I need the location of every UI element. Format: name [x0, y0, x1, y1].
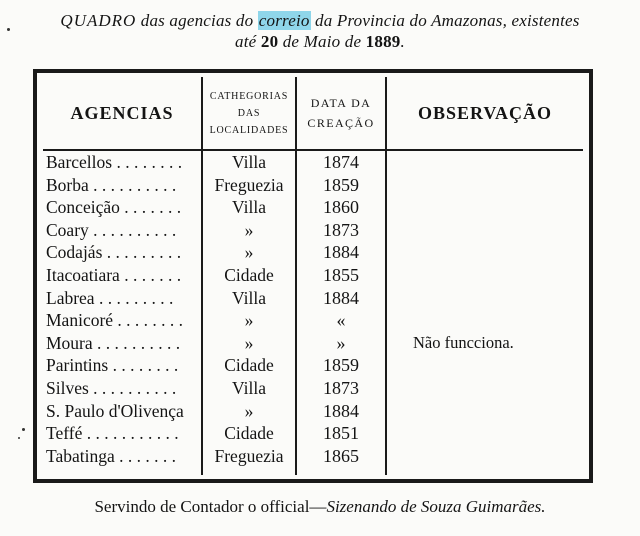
agency-name: Moura . . . . . . . . . .: [46, 332, 181, 353]
title-lead: QUADRO: [60, 11, 137, 30]
agency-name: Teffé . . . . . . . . . . .: [46, 423, 179, 444]
agency-creation-year: 1859: [323, 174, 359, 195]
agency-name: Manicoré . . . . . . . .: [46, 310, 184, 331]
agency-name: Borba . . . . . . . . . .: [46, 174, 177, 195]
agency-category: Cidade: [224, 264, 274, 285]
agency-name: Silves . . . . . . . . . .: [46, 377, 177, 398]
header-data-creacao: DATA DA CREAÇÃO: [296, 77, 386, 150]
table-header-row: [43, 77, 583, 150]
agency-creation-year: »: [336, 332, 346, 353]
signature-name: Sizenando de Souza Guimarães.: [326, 497, 546, 516]
paper-speck: [7, 28, 10, 31]
agency-name: Coary . . . . . . . . . .: [46, 219, 177, 240]
paper-speck: [22, 428, 25, 431]
header-observacao: OBSERVAÇÃO: [386, 77, 583, 150]
observation-note: Não funcciona.: [413, 333, 514, 352]
agency-category: Villa: [232, 152, 266, 172]
agency-name: S. Paulo d'Olivença: [46, 400, 184, 421]
agency-category: Villa: [232, 287, 266, 308]
agency-creation-year: 1873: [323, 219, 359, 240]
agency-category: Villa: [232, 197, 266, 218]
agency-category: »: [244, 310, 254, 331]
agency-name: Parintins . . . . . . . .: [46, 355, 179, 376]
agency-category: Cidade: [224, 423, 274, 444]
agency-name: Conceição . . . . . . .: [46, 197, 182, 218]
agency-category: Freguezia: [214, 174, 284, 195]
header-cathegorias: CATHEGORIAS DAS LOCALIDADES: [202, 77, 296, 150]
agency-name: Barcellos . . . . . . . .: [46, 152, 183, 172]
agency-category: Freguezia: [214, 445, 284, 466]
agency-category: Cidade: [224, 355, 274, 376]
agency-creation-year: 1874: [323, 152, 359, 172]
agency-category: »: [244, 332, 254, 353]
creation-date-column: [296, 150, 386, 475]
agency-creation-year: 1884: [323, 287, 359, 308]
agency-creation-year: 1855: [323, 264, 359, 285]
category-column: [202, 150, 296, 475]
paper-speck: [18, 437, 20, 439]
agency-creation-year: 1865: [323, 445, 359, 466]
title-day: 20: [260, 32, 279, 51]
agency-creation-year: «: [336, 310, 346, 331]
title-line2-mid: de Maio de: [278, 32, 366, 51]
agency-name: Tabatinga . . . . . . .: [46, 445, 176, 466]
title-rest: da Provincia do Amazonas, existentes: [310, 11, 580, 30]
signature-line: [0, 497, 640, 517]
agency-category: Villa: [232, 377, 266, 398]
agencies-table: [43, 77, 583, 475]
agency-creation-year: 1859: [323, 355, 359, 376]
agency-name-column: [43, 150, 202, 475]
agency-creation-year: 1851: [323, 423, 359, 444]
title-line-2: [0, 31, 640, 52]
agency-creation-year: 1873: [323, 377, 359, 398]
agency-name: Labrea . . . . . . . . .: [46, 287, 174, 308]
agency-creation-year: 1884: [323, 400, 359, 421]
agency-category: »: [244, 400, 254, 421]
agency-category: »: [244, 242, 254, 263]
header-agencias: AGENCIAS: [43, 77, 202, 150]
observation-column: [386, 150, 583, 475]
agency-creation-year: 1860: [323, 197, 359, 218]
title-highlighted-word: correio: [258, 11, 310, 30]
signature-lead: Servindo de Contador o official—: [94, 497, 327, 516]
agency-name: Codajás . . . . . . . . .: [46, 242, 182, 263]
document-title: [0, 10, 640, 52]
agency-name: Itacoatiara . . . . . . .: [46, 264, 182, 285]
agency-creation-year: 1884: [323, 242, 359, 263]
title-mid: das agencias do: [136, 11, 258, 30]
title-line2-pre: até: [235, 32, 261, 51]
title-line2-post: .: [400, 32, 405, 51]
title-year: 1889: [365, 32, 401, 51]
title-line-1: [0, 10, 640, 31]
agency-category: »: [244, 219, 254, 240]
